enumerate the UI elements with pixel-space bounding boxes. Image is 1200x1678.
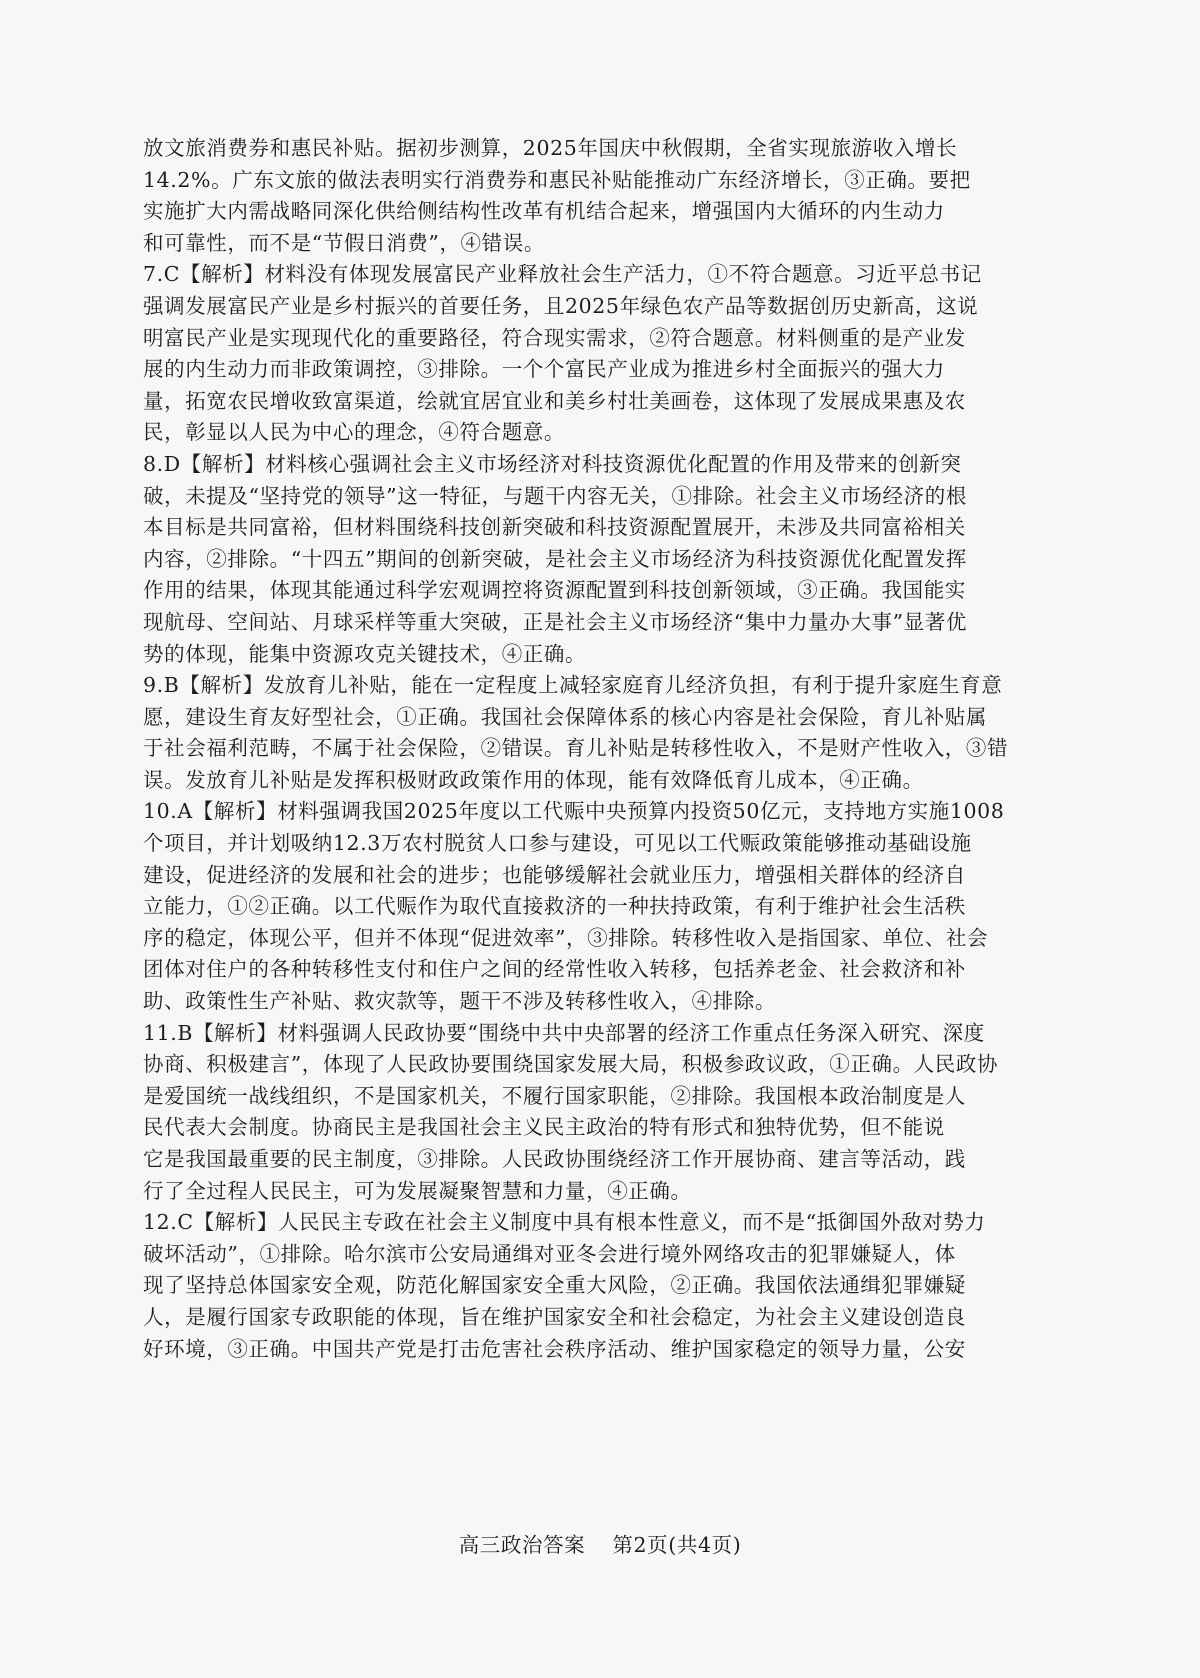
text-line: 势的体现，能集中资源攻克关键技术，④正确。 [143, 641, 587, 666]
text-line: 立能力，①②正确。以工代赈作为取代直接救济的一种扶持政策，有利于维护社会生活秩 [143, 894, 966, 919]
footer-title: 高三政治答案 [458, 1533, 586, 1557]
text-line: 于社会福利范畴，不属于社会保险，②错误。育儿补贴是转移性收入，不是财产性收入，③错 [143, 736, 1009, 761]
text-line: 强调发展富民产业是乡村振兴的首要任务，且2025年绿色农产品等数据创历史新高，这说 [143, 293, 979, 318]
text-line: 展的内生动力而非政策调控，③排除。一个个富民产业成为推进乡村全面振兴的强大力 [143, 357, 945, 382]
text-line: 现航母、空间站、月球采样等重大突破，正是社会主义市场经济“集中力量办大事”显著优 [143, 609, 967, 634]
page-footer [0, 1528, 1200, 1558]
text-line: 本目标是共同富裕，但材料围绕科技创新突破和科技资源配置展开，未涉及共同富裕相关 [143, 515, 966, 540]
text-line: 民代表大会制度。协商民主是我国社会主义民主政治的特有形式和独特优势，但不能说 [143, 1115, 945, 1140]
footer-page-number: 第2页(共4页) [612, 1533, 742, 1557]
text-line: 愿，建设生育友好型社会，①正确。我国社会保障体系的核心内容是社会保险，育儿补贴属 [143, 704, 987, 729]
text-line: 民，彰显以人民为中心的理念，④符合题意。 [143, 420, 565, 445]
text-line: 实施扩大内需战略同深化供给侧结构性改革有机结合起来，增强国内大循环的内生动力 [143, 199, 945, 224]
text-line: 8.D【解析】材料核心强调社会主义市场经济对科技资源优化配置的作用及带来的创新突 [143, 451, 962, 476]
text-line: 好环境，③正确。中国共产党是打击危害社会秩序活动、维护国家稳定的领导力量，公安 [143, 1336, 966, 1361]
text-line: 量，拓宽农民增收致富渠道，绘就宜居宜业和美乡村壮美画卷，这体现了发展成果惠及农 [143, 388, 966, 413]
text-line: 行了全过程人民民主，可为发展凝聚智慧和力量，④正确。 [143, 1178, 692, 1203]
text-line: 是爱国统一战线组织，不是国家机关，不履行国家职能，②排除。我国根本政治制度是人 [143, 1083, 966, 1108]
text-line: 破，未提及“坚持党的领导”这一特征，与题干内容无关，①排除。社会主义市场经济的根 [143, 483, 967, 508]
text-line: 序的稳定，体现公平，但并不体现“促进效率”，③排除。转移性收入是指国家、单位、社会 [143, 925, 989, 950]
text-line: 10.A【解析】材料强调我国2025年度以工代赈中央预算内投资50亿元，支持地方实施1008 [143, 799, 1005, 824]
text-line: 助、政策性生产补贴、救灾款等，题干不涉及转移性收入，④排除。 [143, 989, 776, 1014]
text-line: 它是我国最重要的民主制度，③排除。人民政协围绕经济工作开展协商、建言等活动，践 [143, 1147, 966, 1171]
text-line: 9.B【解析】发放育儿补贴，能在一定程度上减轻家庭育儿经济负担，有利于提升家庭生育意 [143, 673, 1003, 698]
text-line: 明富民产业是实现现代化的重要路径，符合现实需求，②符合题意。材料侧重的是产业发 [143, 325, 966, 350]
text-line: 人，是履行国家专政职能的体现，旨在维护国家安全和社会稳定，为社会主义建设创造良 [143, 1304, 966, 1329]
text-line: 团体对住户的各种转移性支付和住户之间的经常性收入转移，包括养老金、社会救济和补 [143, 957, 966, 982]
text-line: 破坏活动”，①排除。哈尔滨市公安局通缉对亚冬会进行境外网络攻击的犯罪嫌疑人，体 [143, 1241, 956, 1266]
text-line: 协商、积极建言”，体现了人民政协要围绕国家发展大局，积极参政议政，①正确。人民政协 [143, 1052, 999, 1077]
text-line: 11.B【解析】材料强调人民政协要“围绕中共中央部署的经济工作重点任务深入研究、深度 [143, 1020, 985, 1045]
text-line: 个项目，并计划吸纳12.3万农村脱贫人口参与建设，可见以工代赈政策能够推动基础设施 [143, 831, 972, 856]
text-line: 误。发放育儿补贴是发挥积极财政政策作用的体现，能有效降低育儿成本，④正确。 [143, 767, 924, 792]
text-line: 14.2%。广东文旅的做法表明实行消费券和惠民补贴能推动广东经济增长，③正确。要把 [143, 167, 971, 192]
text-line: 建设，促进经济的发展和社会的进步；也能够缓解社会就业压力，增强相关群体的经济自 [143, 862, 966, 887]
answer-text-body [143, 133, 1048, 1365]
text-line: 放文旅消费券和惠民补贴。据初步测算，2025年国庆中秋假期，全省实现旅游收入增长 [143, 136, 958, 160]
text-line: 7.C【解析】材料没有体现发展富民产业释放社会生产活力，①不符合题意。习近平总书记 [143, 262, 982, 287]
text-line: 12.C【解析】人民民主专政在社会主义制度中具有根本性意义，而不是“抵御国外敌对势力 [143, 1210, 986, 1235]
text-line: 内容，②排除。“十四五”期间的创新突破，是社会主义市场经济为科技资源优化配置发挥 [143, 546, 967, 571]
text-line: 和可靠性，而不是“节假日消费”，④错误。 [143, 230, 545, 255]
text-line: 现了坚持总体国家安全观，防范化解国家安全重大风险，②正确。我国依法通缉犯罪嫌疑 [143, 1273, 966, 1298]
text-line: 作用的结果，体现其能通过科学宏观调控将资源配置到科技创新领域，③正确。我国能实 [143, 578, 966, 603]
